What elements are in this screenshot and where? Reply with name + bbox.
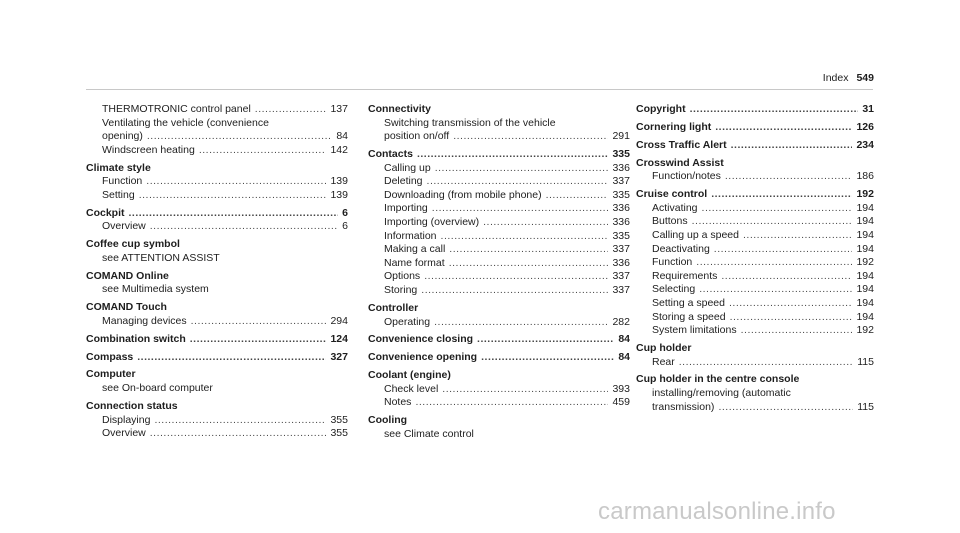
index-subentry: Ventilating the vehicle (convenience	[102, 116, 269, 129]
index-entry	[86, 301, 348, 328]
entry-term: Setting	[102, 188, 135, 201]
dot-leader	[255, 103, 327, 117]
page-ref: 335	[612, 188, 630, 201]
index-entry	[86, 103, 348, 157]
entry-term: Requirements	[652, 269, 718, 282]
entry-term: Setting a speed	[652, 296, 725, 309]
entry-term: Rear	[652, 355, 675, 368]
section-title: Index	[822, 72, 849, 84]
index-entry	[86, 368, 348, 395]
dot-leader	[741, 324, 853, 338]
entry-term: Compass	[86, 350, 134, 363]
page-ref: 139	[330, 175, 348, 188]
dot-leader	[421, 284, 608, 298]
entry-term: see ATTENTION ASSIST	[102, 251, 220, 264]
page-ref: 282	[612, 315, 630, 328]
dot-leader	[432, 202, 609, 216]
page-ref: 336	[612, 256, 630, 269]
index-subentry	[368, 216, 630, 230]
index-entry	[86, 351, 348, 365]
page-ref: 327	[330, 350, 348, 363]
page-ref: 194	[856, 310, 874, 323]
dot-leader	[154, 414, 326, 428]
index-subentry	[636, 256, 874, 270]
page-ref: 194	[856, 242, 874, 255]
page-ref: 115	[857, 400, 874, 413]
entry-term: Deactivating	[652, 242, 710, 255]
page-ref: 194	[856, 215, 874, 228]
entry-term: Coffee cup symbol	[86, 238, 180, 251]
entry-term: Connectivity	[368, 103, 432, 115]
index-subentry	[368, 202, 630, 216]
index-subentry	[86, 427, 348, 441]
index-subentry-continuation	[86, 130, 348, 144]
index-subentry	[86, 220, 348, 234]
entry-term: Storing a speed	[652, 310, 726, 323]
index-subentry	[636, 215, 874, 229]
index-entry	[368, 351, 630, 365]
entry-term: Cruise control	[636, 188, 708, 201]
page-ref: 336	[612, 202, 630, 215]
dot-leader	[692, 215, 853, 229]
index-heading	[636, 342, 874, 356]
entry-term: Operating	[384, 315, 431, 328]
page-ref: 6	[342, 220, 348, 233]
index-column-1	[86, 103, 348, 441]
page-ref: 84	[618, 351, 630, 364]
dot-leader	[731, 139, 853, 153]
entry-term: Cup holder	[636, 341, 692, 354]
index-heading	[86, 301, 348, 315]
page-ref: 294	[330, 314, 348, 327]
entry-term: Importing	[384, 202, 428, 215]
page-ref: 337	[612, 243, 630, 256]
entry-term: Name format	[384, 256, 445, 269]
entry-term: Controller	[368, 301, 419, 314]
dot-leader	[725, 170, 853, 184]
index-heading	[636, 157, 874, 171]
entry-term: Cooling	[368, 414, 408, 427]
index-subentry	[368, 230, 630, 244]
dot-leader	[714, 243, 853, 257]
index-subentry	[368, 396, 630, 410]
entry-term: Notes	[384, 396, 412, 409]
index-entry	[368, 333, 630, 347]
index-subentry	[636, 283, 874, 297]
entry-term: Cockpit	[86, 206, 125, 219]
dot-leader	[435, 162, 609, 176]
entry-term: Function	[102, 175, 143, 188]
dot-leader	[424, 270, 608, 284]
entry-term: Combination switch	[86, 332, 186, 345]
entry-term: COMAND Touch	[86, 301, 167, 314]
index-heading	[368, 333, 630, 347]
entry-term: Copyright	[636, 103, 686, 115]
entry-term: Buttons	[652, 215, 688, 228]
entry-term: Calling up	[384, 161, 431, 174]
index-heading	[636, 121, 874, 135]
index-subentry	[86, 144, 348, 158]
header-rule	[86, 89, 873, 90]
dot-leader	[718, 401, 853, 415]
entry-term: THERMOTRONIC control panel	[102, 103, 251, 115]
page-ref: 337	[612, 284, 630, 297]
index-entry	[636, 139, 874, 153]
entry-term: Managing devices	[102, 314, 187, 327]
page-ref: 137	[330, 103, 348, 115]
entry-term: Overview	[102, 220, 146, 233]
index-subentry	[368, 189, 630, 203]
page-ref: 194	[856, 201, 874, 214]
dot-leader	[150, 427, 327, 441]
dot-leader	[696, 256, 852, 270]
index-entry	[636, 157, 874, 184]
entry-term: Cornering light	[636, 120, 712, 133]
entry-term: position on/off	[384, 130, 450, 143]
dot-leader	[711, 188, 852, 202]
dot-leader	[129, 207, 339, 221]
page-ref: 192	[856, 256, 874, 269]
dot-leader	[690, 103, 859, 117]
entry-term: see Multimedia system	[102, 283, 209, 296]
index-entry	[636, 121, 874, 135]
dot-leader	[146, 175, 326, 189]
index-subentry	[636, 311, 874, 325]
index-subentry	[368, 428, 630, 442]
entry-term: Windscreen heating	[102, 143, 195, 156]
index-entry	[368, 148, 630, 298]
dot-leader	[137, 351, 326, 365]
index-subentry	[86, 414, 348, 428]
index-column-3	[636, 103, 874, 414]
dot-leader	[434, 316, 608, 330]
entry-term: Crosswind Assist	[636, 156, 724, 169]
dot-leader	[453, 130, 608, 144]
entry-term: Coolant (engine)	[368, 369, 451, 382]
dot-leader	[729, 297, 852, 311]
dot-leader	[190, 333, 327, 347]
dot-leader	[483, 216, 608, 230]
index-subentry	[86, 103, 348, 117]
page-ref: 355	[330, 427, 348, 440]
dot-leader	[147, 130, 332, 144]
dot-leader	[139, 189, 327, 203]
index-heading	[636, 188, 874, 202]
page-ref: 355	[330, 413, 348, 426]
dot-leader	[442, 383, 608, 397]
index-heading	[86, 333, 348, 347]
index-entry	[86, 162, 348, 203]
entry-term: Activating	[652, 201, 698, 214]
dot-leader	[481, 351, 614, 365]
dot-leader	[715, 121, 852, 135]
page-ref: 337	[612, 175, 630, 188]
index-entry	[636, 188, 874, 338]
index-entry	[636, 342, 874, 369]
index-subentry	[368, 162, 630, 176]
entry-term: Connection status	[86, 399, 178, 412]
index-subentry-continuation	[368, 130, 630, 144]
dot-leader	[743, 229, 852, 243]
index-subentry	[368, 270, 630, 284]
dot-leader	[441, 230, 609, 244]
index-column-2	[368, 103, 630, 441]
index-entry	[368, 369, 630, 410]
index-heading	[636, 139, 874, 153]
page-ref: 6	[342, 206, 348, 219]
page-ref: 335	[612, 148, 630, 161]
dot-leader	[702, 202, 853, 216]
page-ref: 139	[330, 188, 348, 201]
entry-term: Information	[384, 229, 437, 242]
entry-term: Downloading (from mobile phone)	[384, 188, 542, 201]
entry-term: Function	[652, 256, 693, 269]
entry-term: see Climate control	[384, 427, 474, 440]
page-ref: 84	[618, 333, 630, 346]
dot-leader	[699, 283, 852, 297]
dot-leader	[191, 315, 327, 329]
index-entry	[636, 373, 874, 414]
index-subentry	[86, 252, 348, 266]
watermark: carmanualsonline.info	[598, 498, 836, 525]
entry-term: Overview	[102, 427, 146, 440]
index-heading	[86, 351, 348, 365]
index-subentry: Switching transmission of the vehicle	[384, 116, 556, 129]
page-header	[823, 72, 874, 84]
dot-leader	[415, 396, 608, 410]
entry-term: Importing (overview)	[384, 216, 480, 229]
page-ref: 192	[856, 324, 874, 337]
page-ref: 142	[330, 143, 348, 156]
page-ref: 126	[856, 120, 874, 133]
page-ref: 194	[856, 283, 874, 296]
entry-term: Cup holder in the centre console	[636, 373, 800, 386]
index-subentry-continuation	[636, 401, 874, 415]
page-ref: 393	[612, 382, 630, 395]
index-subentry	[368, 383, 630, 397]
index-heading	[368, 103, 630, 117]
index-entry	[368, 302, 630, 329]
entry-term: Deleting	[384, 175, 423, 188]
index-heading	[368, 302, 630, 316]
index-subentry	[368, 243, 630, 257]
entry-term: Calling up a speed	[652, 228, 739, 241]
page-ref: 192	[856, 188, 874, 201]
page-ref: 194	[856, 269, 874, 282]
dot-leader	[679, 356, 853, 370]
index-subentry	[636, 324, 874, 338]
index-subentry	[86, 175, 348, 189]
dot-leader	[449, 257, 609, 271]
page-ref: 194	[856, 296, 874, 309]
entry-term: Climate style	[86, 161, 151, 174]
page-ref: 337	[612, 270, 630, 283]
index-heading	[86, 400, 348, 414]
index-subentry	[86, 382, 348, 396]
index-subentry	[368, 284, 630, 298]
entry-term: Computer	[86, 368, 136, 381]
index-heading	[86, 368, 348, 382]
index-subentry	[636, 270, 874, 284]
index-subentry	[636, 229, 874, 243]
index-subentry	[86, 315, 348, 329]
index-subentry	[636, 243, 874, 257]
index-subentry	[636, 297, 874, 311]
entry-term: Convenience closing	[368, 333, 474, 346]
entry-term: COMAND Online	[86, 269, 169, 282]
entry-term: Function/notes	[652, 170, 721, 183]
index-heading	[86, 207, 348, 221]
page-ref: 234	[856, 138, 874, 151]
dot-leader	[721, 270, 852, 284]
index-heading	[636, 103, 874, 117]
index-entry	[86, 400, 348, 441]
index-heading	[368, 351, 630, 365]
index-entry	[86, 238, 348, 265]
page-ref: 194	[856, 228, 874, 241]
entry-term: System limitations	[652, 324, 737, 337]
index-subentry	[86, 189, 348, 203]
page-ref: 115	[857, 355, 874, 368]
index-heading	[636, 373, 874, 387]
dot-leader	[150, 220, 338, 234]
index-entry	[368, 103, 630, 144]
entry-term: see On-board computer	[102, 382, 213, 395]
dot-leader	[199, 144, 327, 158]
entry-term: Options	[384, 270, 421, 283]
index-heading	[86, 162, 348, 176]
page-ref: 31	[862, 103, 874, 115]
index-subentry	[636, 356, 874, 370]
index-subentry	[636, 170, 874, 184]
dot-leader	[546, 189, 609, 203]
index-entry	[368, 414, 630, 441]
entry-term: Storing	[384, 284, 418, 297]
dot-leader	[427, 175, 609, 189]
index-heading	[86, 238, 348, 252]
entry-term: Selecting	[652, 283, 696, 296]
page-ref: 335	[612, 229, 630, 242]
entry-term: Convenience opening	[368, 351, 478, 364]
index-entry	[86, 207, 348, 234]
index-heading	[86, 270, 348, 284]
page-ref: 186	[856, 170, 874, 183]
index-subentry: installing/removing (automatic	[652, 387, 791, 400]
index-entry	[636, 103, 874, 117]
index-subentry	[368, 175, 630, 189]
index-entry	[86, 333, 348, 347]
dot-leader	[730, 311, 853, 325]
entry-term: Displaying	[102, 413, 151, 426]
index-subentry	[636, 202, 874, 216]
index-heading	[368, 148, 630, 162]
index-entry	[86, 270, 348, 297]
entry-term: Contacts	[368, 148, 413, 161]
index-heading	[368, 369, 630, 383]
page-ref: 336	[612, 161, 630, 174]
entry-term: Cross Traffic Alert	[636, 138, 727, 151]
index-subentry	[368, 257, 630, 271]
index-heading	[368, 414, 630, 428]
dot-leader	[477, 333, 614, 347]
dot-leader	[417, 148, 609, 162]
page-ref: 84	[336, 130, 348, 143]
index-subentry	[368, 316, 630, 330]
page-ref: 291	[612, 130, 630, 143]
entry-term: Check level	[384, 382, 439, 395]
entry-term: transmission)	[652, 400, 715, 413]
entry-term: Making a call	[384, 243, 446, 256]
page-ref: 459	[612, 396, 630, 409]
page-number: 549	[856, 72, 874, 84]
entry-term: opening)	[102, 130, 143, 143]
page-ref: 124	[330, 332, 348, 345]
dot-leader	[449, 243, 608, 257]
page-ref: 336	[612, 216, 630, 229]
index-subentry	[86, 283, 348, 297]
